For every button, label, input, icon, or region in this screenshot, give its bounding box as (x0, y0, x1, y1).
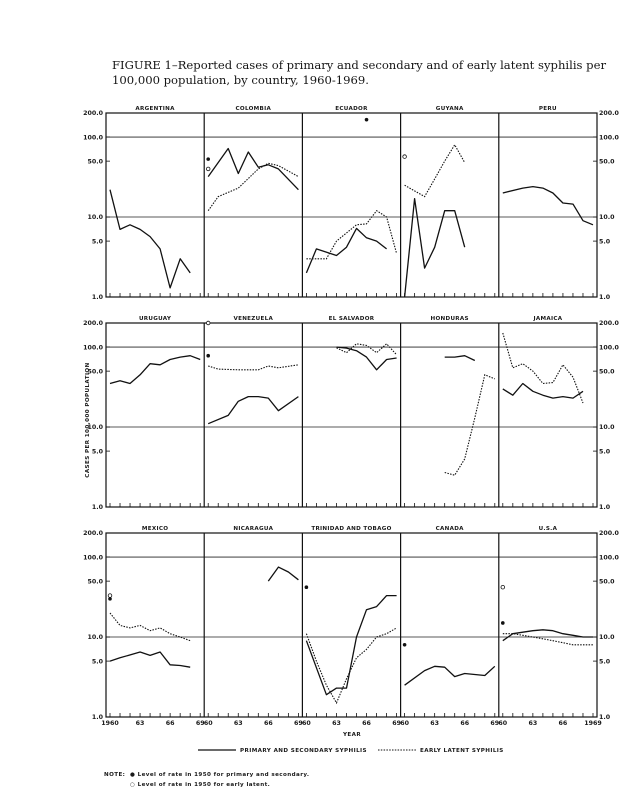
panel-title-el-salvador: EL SALVADOR (328, 316, 375, 322)
x-tick-label: 69 (195, 720, 205, 727)
series-latent-colombia (208, 163, 298, 210)
series-primary-jamaica (503, 384, 583, 399)
x-tick-label: 63 (233, 720, 243, 727)
series-latent-el-salvador (337, 344, 397, 355)
y-axis-label: CASES PER 100,000 POPULATION (85, 362, 91, 478)
legend-primary-label: PRIMARY AND SECONDARY SYPHILIS (240, 748, 367, 754)
series-latent-guyana (405, 145, 465, 197)
panel-title-argentina: ARGENTINA (135, 106, 175, 112)
marker-1950-primary-venezuela (206, 354, 210, 358)
y-tick-label: 100.0 (83, 344, 103, 352)
x-tick-label: 60 (302, 720, 311, 727)
y-tick-label: 1.0 (91, 504, 103, 512)
marker-1950-primary-colombia (206, 157, 210, 161)
series-latent-venezuela (208, 365, 298, 370)
y-tick-label: 50.0 (87, 158, 103, 166)
series-primary-guyana (405, 199, 465, 297)
y-tick-label-right: 10.0 (599, 424, 615, 432)
y-tick-label-right: 200.0 (599, 530, 619, 538)
series-latent-u-s-a (503, 634, 593, 645)
panel-title-mexico: MEXICO (141, 526, 169, 532)
y-tick-label-right: 5.0 (599, 448, 611, 456)
row-frame (106, 113, 597, 297)
y-tick-label: 5.0 (91, 238, 103, 246)
y-tick-label-right: 100.0 (599, 134, 619, 142)
series-primary-canada (405, 666, 495, 685)
panel-title-ecuador: ECUADOR (335, 106, 368, 112)
series-primary-nicaragua (268, 567, 298, 581)
series-latent-ecuador (306, 211, 396, 259)
y-tick-label-right: 1.0 (599, 714, 611, 722)
x-tick-label: 1969 (584, 720, 602, 727)
y-tick-label: 100.0 (83, 134, 103, 142)
series-primary-argentina (110, 190, 190, 288)
series-primary-peru (503, 187, 593, 225)
series-primary-el-salvador (337, 347, 397, 370)
y-tick-label-right: 200.0 (599, 320, 619, 328)
series-primary-honduras (445, 356, 475, 361)
marker-1950-primary-trinidad-and-tobago (305, 585, 309, 589)
y-tick-label-right: 50.0 (599, 158, 615, 166)
marker-1950-latent-guyana (403, 155, 407, 159)
x-tick-label: 60 (498, 720, 508, 727)
y-tick-label: 1.0 (91, 714, 103, 722)
y-tick-label: 50.0 (87, 578, 103, 586)
note-label: NOTE: (104, 772, 126, 778)
y-tick-label: 50.0 (87, 368, 103, 376)
panel-title-nicaragua: NICARAGUA (233, 526, 274, 532)
series-primary-ecuador (306, 228, 386, 273)
y-tick-label: 10.0 (87, 634, 103, 642)
marker-1950-primary-u-s-a (501, 621, 505, 625)
y-tick-label-right: 5.0 (599, 658, 611, 666)
chart-panels (83, 106, 619, 727)
y-tick-label: 10.0 (87, 424, 103, 432)
x-tick-label: 69 (490, 720, 500, 727)
y-tick-label: 5.0 (91, 448, 103, 456)
y-tick-label-right: 1.0 (599, 504, 611, 512)
y-tick-label-right: 100.0 (599, 554, 619, 562)
y-tick-label: 200.0 (83, 530, 103, 538)
panel-title-honduras: HONDURAS (430, 316, 469, 322)
x-tick-label: 66 (362, 720, 371, 727)
series-primary-mexico (110, 652, 190, 667)
x-tick-label: 66 (558, 720, 568, 727)
note-line-primary: ● Level of rate in 1950 for primary and secondary. (130, 772, 310, 778)
panel-title-u-s-a: U.S.A (538, 526, 558, 532)
x-tick-label: 60 (203, 720, 213, 727)
x-tick-label: 63 (135, 720, 145, 727)
y-tick-label-right: 50.0 (599, 578, 615, 586)
y-tick-label-right: 10.0 (599, 214, 615, 222)
x-tick-label: 69 (294, 720, 303, 727)
panel-title-guyana: GUYANA (435, 106, 464, 112)
figure-title: FIGURE 1–Reported cases of primary and secondary and of early latent syphilis per 100,000 population, by country, 1960-1969. (112, 58, 607, 87)
series-primary-uruguay (110, 356, 200, 384)
marker-1950-latent-venezuela (206, 321, 210, 325)
x-tick-label: 66 (165, 720, 175, 727)
x-tick-label: 63 (332, 720, 341, 727)
y-tick-label: 10.0 (87, 214, 103, 222)
panel-title-trinidad-and-tobago: TRINIDAD AND TOBAGO (311, 526, 392, 532)
x-axis-label: YEAR (342, 732, 362, 738)
x-tick-label: 66 (460, 720, 470, 727)
panel-title-jamaica: JAMAICA (533, 316, 563, 322)
panel-title-colombia: COLOMBIA (235, 106, 272, 112)
y-tick-label-right: 50.0 (599, 368, 615, 376)
y-tick-label: 200.0 (83, 110, 103, 118)
x-tick-label: 66 (263, 720, 273, 727)
y-tick-label: 1.0 (91, 294, 103, 302)
x-tick-label: 1960 (101, 720, 119, 727)
marker-1950-latent-colombia (206, 167, 210, 171)
panel-title-peru: PERU (538, 106, 557, 112)
row-frame (106, 533, 597, 717)
x-tick-label: 60 (400, 720, 409, 727)
y-tick-label-right: 1.0 (599, 294, 611, 302)
note-line-latent: ○ Level of rate in 1950 for early latent. (130, 782, 271, 787)
y-tick-label: 100.0 (83, 554, 103, 562)
y-tick-label-right: 100.0 (599, 344, 619, 352)
panel-title-canada: CANADA (435, 526, 464, 532)
y-tick-label: 5.0 (91, 658, 103, 666)
marker-1950-primary-ecuador (365, 118, 369, 122)
legend-latent-label: EARLY LATENT SYPHILIS (420, 748, 504, 754)
series-primary-u-s-a (503, 630, 593, 641)
series-latent-honduras (445, 375, 495, 475)
x-tick-label: 63 (430, 720, 440, 727)
panel-title-venezuela: VENEZUELA (233, 316, 274, 322)
row-frame (106, 323, 597, 507)
series-primary-trinidad-and-tobago (306, 596, 396, 695)
series-latent-mexico (110, 613, 190, 641)
series-primary-venezuela (208, 397, 298, 424)
marker-1950-latent-mexico (108, 594, 112, 598)
marker-1950-latent-u-s-a (501, 585, 505, 589)
y-tick-label-right: 5.0 (599, 238, 611, 246)
y-tick-label-right: 10.0 (599, 634, 615, 642)
x-tick-label: 63 (528, 720, 538, 727)
marker-1950-primary-canada (403, 643, 407, 647)
x-tick-label: 69 (392, 720, 401, 727)
y-tick-label: 200.0 (83, 320, 103, 328)
y-tick-label-right: 200.0 (599, 110, 619, 118)
panel-title-uruguay: URUGUAY (138, 316, 172, 322)
